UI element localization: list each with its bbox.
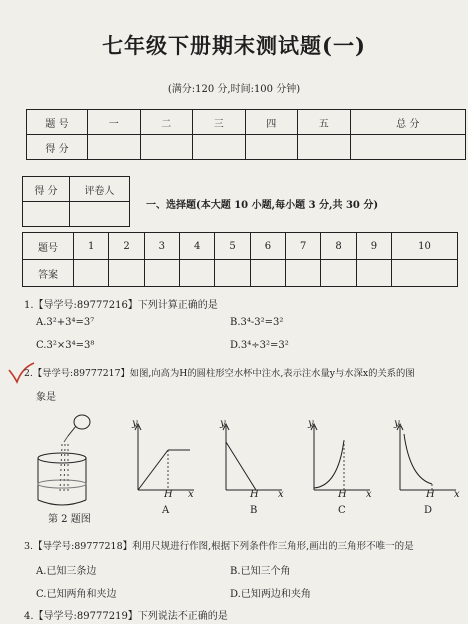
answer-number: 9 [356,233,391,260]
q2-graph-c-label: C [338,505,346,516]
water-cup-figure [24,412,104,512]
answer-number: 10 [392,233,458,260]
q2-graph-a-x: x [188,489,194,500]
q2-graph-c-x: x [366,489,372,500]
grader-score-cell[interactable] [23,202,70,227]
score-header-1: 一 [88,110,141,135]
answer-number: 5 [215,233,250,260]
answer-number: 6 [250,233,285,260]
answer-table [22,232,458,287]
answer-cell[interactable] [286,260,321,287]
q2-figure-caption: 第 2 题图 [48,514,91,525]
answer-number: 8 [321,233,356,260]
answer-number: 2 [109,233,144,260]
score-cell[interactable] [350,135,466,160]
score-cell[interactable] [88,135,141,160]
exam-subtitle: (满分:120 分,时间:100 分钟) [167,84,301,95]
section-heading: 一、选择题(本大题 10 小题,每小题 3 分,共 30 分) [146,200,379,211]
answer-cell[interactable] [144,260,179,287]
q2-graph-d-label: D [424,505,433,516]
answer-row [23,260,458,287]
q1-option-c: C.3²×3⁴=3⁸ [36,340,95,351]
q1-option-d: D.3⁴÷3²=3² [230,340,289,351]
q3-option-a: A.已知三条边 [36,566,97,577]
q3-stem: 3.【导学号:89777218】利用尺规进行作图,根据下列条件作三角形,画出的三角形不唯一的是 [24,541,414,552]
answer-number: 4 [180,233,215,260]
score-row-label: 得 分 [27,135,88,160]
q2-stem-line2: 象是 [36,392,56,403]
q2-graph-c-y: y [308,418,314,429]
exam-title: 七年级下册期末测试题(一) [102,33,366,58]
answer-number-row [23,233,458,260]
score-header-3: 三 [193,110,246,135]
q2-graph-a [128,420,198,500]
q2-graph-d-y: y [394,418,400,429]
answer-header-label: 题号 [23,233,74,260]
q2-graph-a-y: y [132,418,138,429]
q3-option-c: C.已知两角和夹边 [36,589,117,600]
grader-score-label: 得 分 [23,177,70,202]
answer-cell[interactable] [392,260,458,287]
q1-option-a: A.3²+3⁴=3⁷ [36,317,95,328]
q2-graph-d-h: H [426,489,435,500]
q3-option-d: D.已知两边和夹角 [230,589,311,600]
q2-graph-a-label: A [162,505,170,516]
q2-graph-b-label: B [250,505,258,516]
answer-cell[interactable] [74,260,109,287]
q2-graph-b-y: y [220,418,226,429]
grader-name-label: 评卷人 [69,177,129,202]
score-cell[interactable] [245,135,298,160]
answer-cell[interactable] [180,260,215,287]
score-header-label: 题 号 [27,110,88,135]
score-header-4: 四 [245,110,298,135]
answer-row-label: 答案 [23,260,74,287]
answer-number: 7 [286,233,321,260]
grader-name-cell[interactable] [69,202,129,227]
answer-cell[interactable] [321,260,356,287]
q2-graph-d [390,420,460,500]
q2-graph-c-h: H [338,489,347,500]
q2-graph-b-x: x [278,489,284,500]
answer-cell[interactable] [250,260,285,287]
q2-stem-line1: 2.【导学号:89777217】如图,向高为H的圆柱形空水杯中注水,表示注水量y与水深x的关系的图 [24,368,415,379]
q2-graph-c [304,420,374,500]
answer-cell[interactable] [215,260,250,287]
score-table-score-row [27,135,466,160]
score-cell[interactable] [298,135,351,160]
q2-graph-b [216,420,286,500]
q1-stem: 1.【导学号:89777216】下列计算正确的是 [24,300,218,311]
q4-stem: 4.【导学号:89777219】下列说法不正确的是 [24,611,228,622]
grader-table [22,176,130,227]
q2-graph-a-h: H [164,489,173,500]
answer-number: 1 [74,233,109,260]
score-cell[interactable] [140,135,193,160]
score-header-total: 总 分 [350,110,466,135]
score-table-header-row [27,110,466,135]
q3-option-b: B.已知三个角 [230,566,291,577]
score-table [26,109,466,160]
answer-cell[interactable] [109,260,144,287]
q2-graph-b-h: H [250,489,259,500]
score-header-5: 五 [298,110,351,135]
score-header-2: 二 [140,110,193,135]
q1-option-b: B.3⁴-3²=3² [230,317,284,328]
answer-number: 3 [144,233,179,260]
score-cell[interactable] [193,135,246,160]
answer-cell[interactable] [356,260,391,287]
q2-graph-d-x: x [454,489,460,500]
